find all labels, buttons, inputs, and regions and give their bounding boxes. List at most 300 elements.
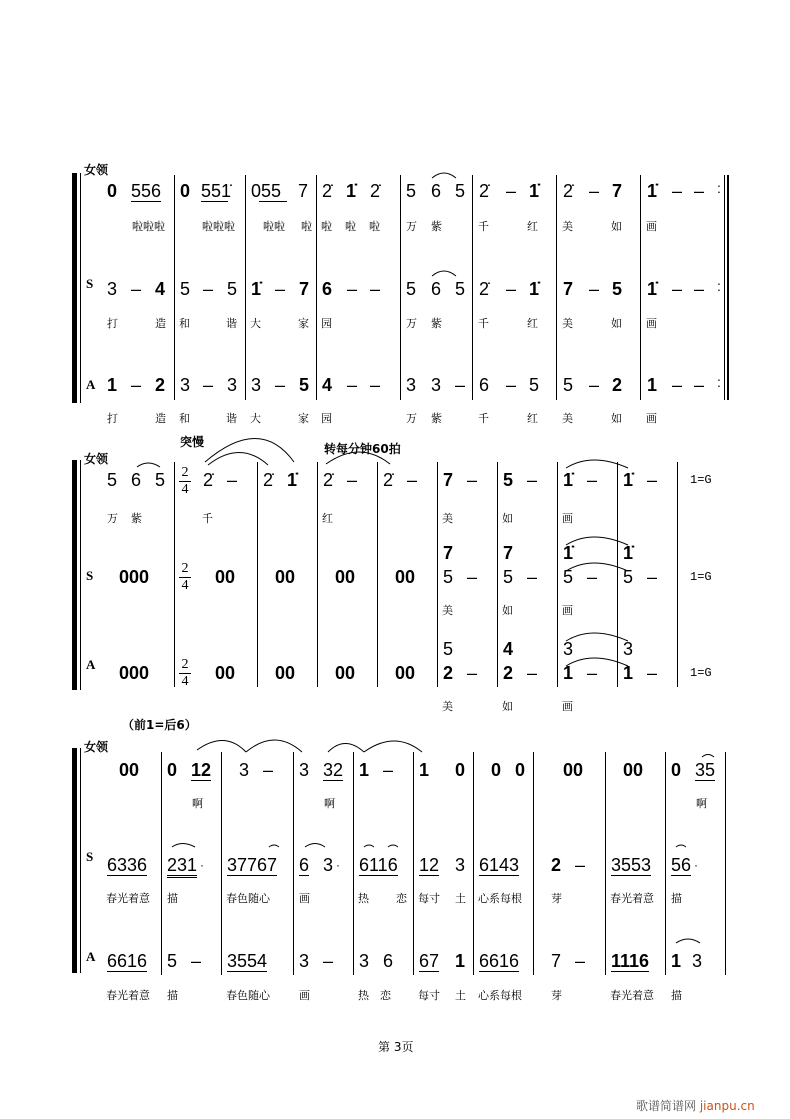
barline [556,175,557,400]
part-label-s: S [86,849,94,864]
lyric: 美 [562,317,573,330]
note-group: 35 [695,760,716,780]
note-group: 551̇ [201,181,232,201]
tempo-annotation-slow: 突慢 [180,435,205,449]
lyric: 紫 [431,220,442,233]
note: 6 [479,375,490,395]
note: 2̇ [479,181,490,201]
lyric: 热 [358,892,369,905]
dash: – [587,470,598,490]
lyric: 春光着意 [106,989,150,1002]
note: 7 [503,543,514,563]
barline [473,752,474,975]
note: 1̇ [647,279,658,299]
note: 3 [227,375,238,395]
note: 7 [551,951,562,971]
dash: – [263,760,274,780]
slur [137,463,160,467]
lyric: 紫 [431,317,442,330]
dash: – [191,951,202,971]
note: 7 [298,181,309,201]
note: 2̇ [479,279,490,299]
repeat-dots: : [717,180,721,196]
lyric: 啊 [324,797,335,810]
lyric: 家 [298,317,309,330]
rest-group: 000 [119,663,150,683]
note-group: 56 [671,855,692,875]
dash: – [587,567,598,587]
note: 1̇ [346,181,357,201]
lyric: 红 [527,412,538,425]
key-signature: 1=G [690,666,712,680]
note: 1̇ [287,470,298,490]
lyric: 春色随心 [226,989,270,1002]
lyric: 啦 [301,220,312,233]
tie [702,755,714,758]
barline [174,462,175,687]
note: 6 [431,181,442,201]
time-signature: 2 4 [179,466,191,497]
note: 1̇ [529,279,540,299]
note: 3 [455,855,466,875]
note: 2̇ [563,181,574,201]
rest-group: 00 [275,567,296,587]
dash: – [370,279,381,299]
part-label-s: S [86,568,94,583]
lyric: 美 [562,412,573,425]
lyric: 画 [646,317,657,330]
rest: 0 [515,760,526,780]
note: 3 [299,951,310,971]
note: 1 [671,951,682,971]
underline [201,201,228,202]
barline [377,462,378,687]
lyric: 如 [611,220,622,233]
lyric: 美 [442,700,453,713]
part-label-a: A [86,657,96,672]
lyric: 如 [502,604,513,617]
lyric: 啦啦啦 [132,220,165,233]
note: 2 [443,663,454,683]
dash: – [275,279,286,299]
note-group: 12 [419,855,440,875]
note: 2 [155,375,166,395]
lyric: 千 [478,412,489,425]
note: 3 [359,951,370,971]
dash: – [672,279,683,299]
lyric: 如 [611,317,622,330]
part-label-a: A [86,377,96,392]
lyric: 红 [527,220,538,233]
system-bracket-line [80,748,81,973]
note: 5 [455,279,466,299]
dash: – [506,181,517,201]
lyric: 画 [299,989,310,1002]
note-group: 67 [419,951,440,971]
barline [497,462,498,687]
dash: – [694,279,705,299]
note: 5 [503,470,514,490]
dash: – [589,375,600,395]
dash: – [587,663,598,683]
slur [432,173,456,178]
lyric: 和 [179,317,190,330]
dash: – [370,375,381,395]
note-group: 37767 [227,855,278,875]
lyric: 啦啦啦 [202,220,235,233]
lyric: 画 [562,604,573,617]
slur [676,845,686,847]
end-repeat-barline-thick [727,175,729,400]
part-label-s: S [86,276,94,291]
slur [388,845,398,847]
dash: – [131,375,142,395]
lyric: 心系每根 [478,989,522,1002]
note: 6 [431,279,442,299]
barline [316,175,317,400]
tie [328,744,364,753]
lyric: 千 [202,512,213,525]
underline [259,201,287,202]
watermark: 歌谱简谱网 jianpu.cn [636,1099,755,1113]
barline [353,752,354,975]
note-group: 1116 [611,951,650,971]
note: 3 [623,639,634,659]
lyric: 描 [671,892,682,905]
note: 2̇ [370,181,381,201]
lyric: 如 [502,700,513,713]
note: 5 [443,567,454,587]
dash: – [467,567,478,587]
note: 7 [299,279,310,299]
barline [437,462,438,687]
lyric: 谐 [226,412,237,425]
note: 7 [443,470,454,490]
note: 5 [612,279,623,299]
note: 6 [131,470,142,490]
lyric: 春光着意 [610,892,654,905]
note: 3 [107,279,118,299]
note: 5 [443,639,454,659]
note: 1̇ [647,181,658,201]
lyric: 描 [671,989,682,1002]
system-bracket [72,748,77,973]
note: 4 [155,279,166,299]
lyric: 打 [107,412,118,425]
dot: · [336,858,340,872]
lyric: 恋 [396,892,407,905]
lyric: 春光着意 [610,989,654,1002]
barline [257,462,258,687]
part-label-leader: 女领 [84,163,109,177]
barline [557,462,558,687]
dash: – [527,663,538,683]
note: 5 [563,567,574,587]
dash: – [467,470,478,490]
note: 1̇ [529,181,540,201]
lyric: 画 [646,412,657,425]
dash: – [383,760,394,780]
lyric: 谐 [226,317,237,330]
time-signature: 2 4 [179,658,191,689]
barline [472,175,473,400]
note: 1 [563,663,574,683]
lyric: 美 [442,512,453,525]
note: 1 [107,375,118,395]
dash: – [527,470,538,490]
tie [566,633,628,641]
barline [677,462,678,687]
lyric: 千 [478,317,489,330]
note: 1 [455,951,466,971]
note: 1̇ [563,543,574,563]
note-group: 6616 [479,951,520,971]
lyric: 红 [322,512,333,525]
slur [676,939,700,943]
note: 1̇ [563,470,574,490]
dash: – [275,375,286,395]
dash: – [347,375,358,395]
note: 5 [227,279,238,299]
lyric: 画 [562,512,573,525]
note: 5 [563,375,574,395]
lyric: 土 [455,989,466,1002]
note-group: 3554 [227,951,268,971]
barline [400,175,401,400]
rest-group: 00 [395,567,416,587]
key-signature: 1=G [690,473,712,487]
dash: – [131,279,142,299]
dash: – [203,375,214,395]
page-number: 第 3页 [378,1040,414,1054]
slur [432,271,456,276]
note: 5 [406,181,417,201]
lyric: 土 [455,892,466,905]
note-group: 6143 [479,855,520,875]
note: 1 [647,375,658,395]
rest: 0 [671,760,682,780]
lyric: 每寸 [418,989,440,1002]
note: 3 [431,375,442,395]
lyric: 芽 [551,892,562,905]
dash: – [407,470,418,490]
lyric: 描 [167,989,178,1002]
tie [246,740,302,752]
dash: – [527,567,538,587]
note: 1 [623,663,634,683]
lyric: 画 [299,892,310,905]
note-group: 055 [251,181,282,201]
lyric: 如 [611,412,622,425]
note-group: 3553 [611,855,652,875]
tie [566,537,628,545]
lyric: 紫 [131,512,142,525]
note: 5 [155,470,166,490]
note: 5 [503,567,514,587]
dash: – [455,375,466,395]
barline [245,175,246,400]
dash: – [575,951,586,971]
note: 1̇ [623,470,634,490]
tempo-annotation: 转每分钟60拍 [324,442,401,456]
lyric: 啦啦 [263,220,285,233]
note: 1̇ [251,279,262,299]
slur [305,844,325,848]
tie [566,460,628,468]
note: 0 [107,181,118,201]
lyric: 家 [298,412,309,425]
time-signature: 2 4 [179,562,191,593]
note-group: 556 [131,181,162,201]
lyric: 春色随心 [226,892,270,905]
dot: · [200,858,204,872]
rest-group: 00 [119,760,140,780]
note: 2 [503,663,514,683]
rest: 0 [167,760,178,780]
end-repeat-barline [724,175,725,400]
lyric: 千 [478,220,489,233]
dash: – [694,375,705,395]
note: 7 [612,181,623,201]
slur [172,844,195,848]
lyric: 如 [502,512,513,525]
barline [221,752,222,975]
note: 5 [406,279,417,299]
barline [605,752,606,975]
dash: – [506,375,517,395]
note: 2̇ [322,181,333,201]
lyric: 打 [107,317,118,330]
note: 2̇ [263,470,274,490]
note: 5 [455,181,466,201]
note: 7 [563,279,574,299]
lyric: 啦 [369,220,380,233]
barline [665,752,666,975]
tie [197,740,246,752]
barline [413,752,414,975]
lyric: 万 [406,317,417,330]
tie [208,453,268,466]
note: 2̇ [203,470,214,490]
note: 3 [180,375,191,395]
note: 7 [443,543,454,563]
note: 3 [251,375,262,395]
note: 1 [359,760,370,780]
lyric: 园 [321,317,332,330]
dash: – [347,470,358,490]
note: 4 [503,639,514,659]
note: 2̇ [383,470,394,490]
note: 3 [406,375,417,395]
note: 5 [299,375,310,395]
note: 5 [623,567,634,587]
note: 3 [692,951,703,971]
rest-group: 00 [215,663,236,683]
barline [617,462,618,687]
lyric: 造 [155,412,166,425]
dash: – [694,181,705,201]
dash: – [467,663,478,683]
part-label-a: A [86,949,96,964]
note: 2 [551,855,562,875]
barline [640,175,641,400]
tie [205,439,294,463]
lyric: 画 [646,220,657,233]
lyric: 万 [107,512,118,525]
lyric: 热 [358,989,369,1002]
barline [161,752,162,975]
barline [317,462,318,687]
lyric: 紫 [431,412,442,425]
rest-group: 00 [335,663,356,683]
dash: – [647,470,658,490]
note: 6 [383,951,394,971]
rest-group: 00 [335,567,356,587]
repeat-dots: : [717,278,721,294]
lyric: 大 [250,317,261,330]
rest-group: 00 [623,760,644,780]
key-signature: 1=G [690,570,712,584]
note: 5 [167,951,178,971]
dash: – [323,951,334,971]
note-group: 6616 [107,951,148,971]
lyric: 恋 [380,989,391,1002]
tie [364,741,422,752]
dash: – [647,567,658,587]
key-change-annotation: （前1=后6） [122,718,197,732]
system-bracket [72,173,77,403]
lyric: 大 [250,412,261,425]
note: 5 [529,375,540,395]
lyric: 啊 [696,797,707,810]
lyric: 描 [167,892,178,905]
rest-group: 00 [563,760,584,780]
note-group: 231 [167,855,197,878]
note: 3 [323,855,334,875]
rest-group: 00 [395,663,416,683]
dash: – [589,181,600,201]
note-group: 6336 [107,855,148,875]
dash: – [227,470,238,490]
note: 3 [299,760,310,780]
part-label-leader: 女领 [84,452,109,466]
lyric: 和 [179,412,190,425]
note: 5 [107,470,118,490]
note: 0 [180,181,191,201]
lyric: 园 [321,412,332,425]
system-bracket [72,460,77,690]
note-group: 12 [191,760,212,780]
dash: – [589,279,600,299]
system-bracket-line [80,173,81,403]
lyric: 每寸 [418,892,440,905]
note-group: 32 [323,760,344,780]
dash: – [575,855,586,875]
lyric: 造 [155,317,166,330]
lyric: 万 [406,220,417,233]
barline [293,752,294,975]
rest: 0 [491,760,502,780]
note: 6 [322,279,333,299]
note: 1 [419,760,430,780]
slur [269,845,279,847]
dash: – [672,375,683,395]
note: 2 [612,375,623,395]
note: 2̇ [323,470,334,490]
lyric: 万 [406,412,417,425]
note-group: 6116 [359,855,398,875]
rest-group: 00 [275,663,296,683]
